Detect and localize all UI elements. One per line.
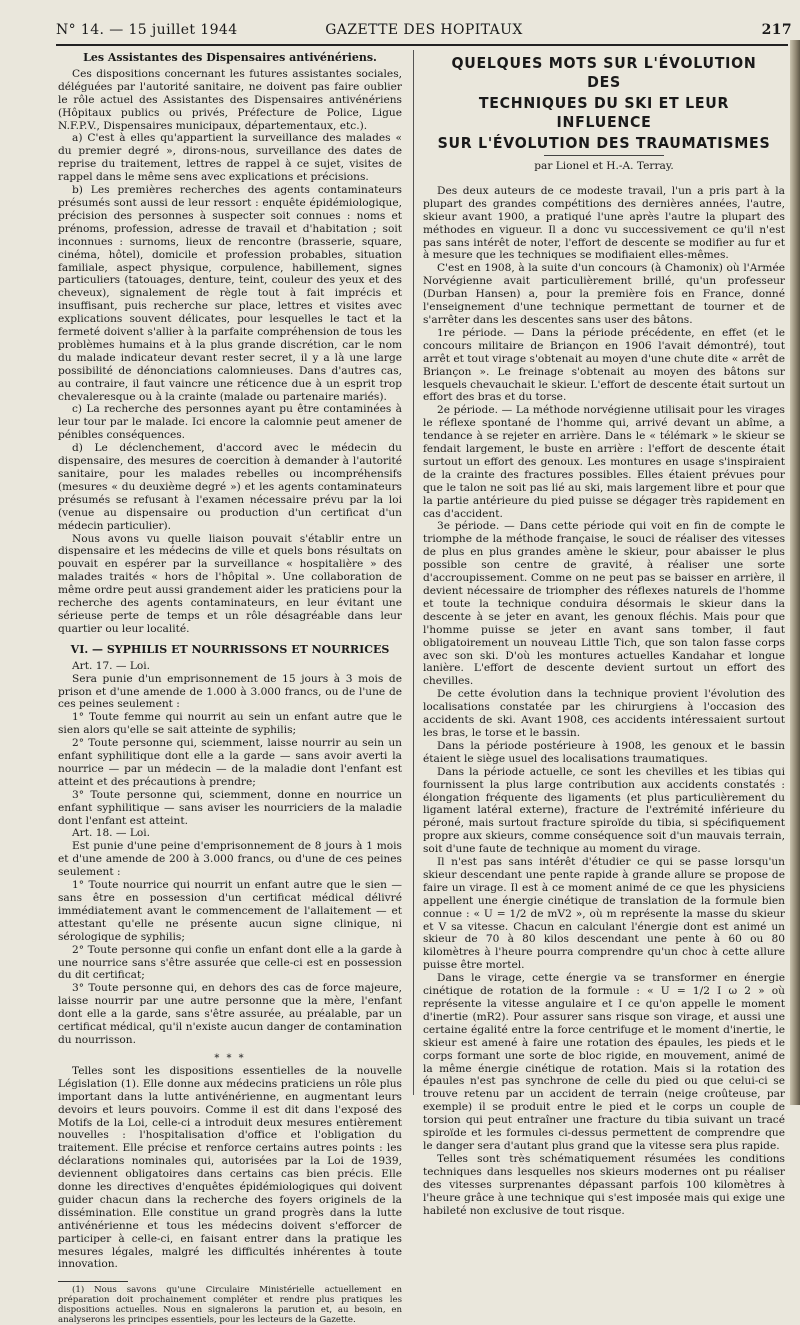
- article-text: Est punie d'une peine d'emprisonnement de 8 jours à 1 mois et d'une amende de 200 à 3.000 francs, ou d'une de ces peines seulement :: [58, 840, 402, 879]
- paragraph: Telles sont très schématiquement résumées les conditions techniques dans lesquelles nos skieurs modernes ont pu réaliser des vitesses surprenantes dépassant parfois 100 kilomètres à l'heure grâce à une technique qui s'est imposée mais qui exige une habileté non exclusive de tout risque.: [423, 1152, 785, 1217]
- article-title-line: SUR L'ÉVOLUTION DES TRAUMATISMES: [437, 134, 771, 152]
- footnote: (1) Nous savons qu'une Circulaire Ministérielle actuellement en préparation doit prochainement compléter et rendre plus pratiques les dispositions actuelles. Nous en signalerons la parution et, au besoin, en analyserons les principes essentiels, pour les lecteurs de la Gazette.: [58, 1285, 402, 1325]
- paragraph: De cette évolution dans la technique provient l'évolution des localisations constatée par les chirurgiens à l'occasion des accidents de ski. Avant 1908, ces accidents intéressaient surtout les bras, le torse et le bassin.: [423, 688, 785, 739]
- header-rule: [56, 44, 788, 46]
- paragraph: 1re période. — Dans la période précédente, en effet (et le concours militaire de Briançon en 1906 l'avait démontré), tout arrêt et tout virage s'obtenait au moyen d'une chute dite « arrêt de Briançon ». Le freinage s'obtenait au moyen des bâtons sur lesquels chevauchait le skieur. L'effort de descente était surtout un effort des bras et du torse.: [423, 326, 785, 404]
- article-text: 3° Toute personne qui, sciemment, donne en nourrice un enfant syphilitique — sans aviser les nourriciers de la maladie dont l'enfant est atteint.: [58, 788, 402, 827]
- article-text: 3° Toute personne qui, en dehors des cas de force majeure, laisse nourrir par une autre personne que la mère, l'enfant dont elle a la garde, sans s'être assurée, au préalable, par un certificat médical, qu'il n'existe aucun danger de contamination du nourrisson.: [58, 982, 402, 1046]
- column-divider: [413, 50, 414, 1095]
- running-header: [56, 20, 792, 40]
- article-text: 2° Toute personne qui confie un enfant dont elle a la garde à une nourrice sans s'être assurée que celle-ci est en possession du dit certificat;: [58, 943, 402, 982]
- article-text: 2° Toute personne qui, sciemment, laisse nourrir au sein un enfant syphilitique dont elle a la garde — sans avoir averti la nourrice — par un médecin — de la maladie dont l'enfant est atteint et des précautions à prendre;: [58, 737, 402, 788]
- article-heading: Art. 17. — Loi.: [72, 659, 151, 672]
- article-author: par Lionel et H.-A. Terray.: [534, 160, 674, 172]
- article-text: Sera punie d'un emprisonnement de 15 jours à 3 mois de prison et d'une amende de 1.000 à 3.000 francs, ou de l'une de ces peines seulement :: [58, 672, 402, 711]
- paragraph: b) Les premières recherches des agents contaminateurs présumés sont aussi de leur ressort : enquête épidémiologique, précision des personnes à suspecter soit connues : noms et prénoms, profession, adresse de travail et d'habitation ; soit inconnues : surnoms, lieux de rencontre (brasserie, square, cinéma, hôtel), domicile et profession probables, situation familiale, aspect physique, corpulence, habillement, signes particuliers (tatouages, denture, teint, couleur des yeux et des cheveux), signalement de règle tout à fait imprécis et insuffisant, puis recherche sur place, lettres et visites avec explications souvent délicates, pour lesquelles le tact et la fermeté doivent s'allier à la parfaite compréhension de tous les problèmes humains et à la plus grande discrétion, car le nom du malade indicateur devant rester secret, il y a là une large possibilité de dénonciations calomnieuses. Dans d'autres cas, au contraire, il faut vaincre une réticence due à un esprit trop chevaleresque ou à la crainte (malade ou partenaire mariés).: [58, 184, 402, 403]
- article-heading: Art. 18. — Loi.: [72, 827, 151, 840]
- paragraph: Nous avons vu quelle liaison pouvait s'établir entre un dispensaire et les médecins de ville et quels bons résultats on pouvait en espérer par la surveillance « hospitalière » des malades traités « hors de l'hôpital ». Une collaboration de même ordre peut aussi grandement aider les praticiens pour la recherche des agents contaminateurs, en leur évitant une sérieuse perte de temps et un rôle désagréable dans leur quartier ou leur localité.: [58, 532, 402, 635]
- section-title-syphilis: VI. — SYPHILIS ET NOURRISSONS ET NOURRICES: [70, 642, 390, 656]
- article-title-line: TECHNIQUES DU SKI ET LEUR INFLUENCE: [478, 94, 730, 131]
- left-column: [58, 51, 402, 1325]
- paragraph: Dans le virage, cette énergie va se transformer en énergie cinétique de rotation de la formule : « U = 1/2 I ω 2 » où représente la vitesse angulaire et I ce qu'on appelle le moment d'inertie (mR2). Pour assurer sans risque son virage, et aussi une certaine égalité entre la force centrifuge et le moment d'inertie, le skieur est amené à faire une rotation des épaules, les pieds et le corps formant une sorte de bloc rigide, en mouvement, animé de la même énergie cinétique de rotation. Mais si la rotation des épaules n'est pas synchrone de celle du pied ou que celui-ci se trouve retenu par un accident de terrain (neige croûteuse, par exemple) il se produit entre le pied et le corps un couple de torsion qui peut entraîner une fracture du tibia suivant un tracé spiroïde et les formules ci-dessus permettent de comprendre que le danger sera d'autant plus grand que la vitesse sera plus rapide.: [423, 972, 785, 1152]
- paragraph: Dans la période postérieure à 1908, les genoux et le bassin étaient le siège usuel des localisations traumatiques.: [423, 739, 785, 765]
- article-text: 1° Toute femme qui nourrit au sein un enfant autre que le sien alors qu'elle se sait atteinte de syphilis;: [58, 711, 402, 737]
- paragraph: Ces dispositions concernant les futures assistantes sociales, déléguées par l'autorité sanitaire, ne doivent pas faire oublier le rôle actuel des Assistantes des Dispensaires antivénériens (Hôpitaux publics ou privés, Préfecture de Police, Ligue N.F.P.V., Dispensaires municipaux, départementaux, etc.).: [58, 67, 402, 132]
- asterism: * * *: [214, 1052, 246, 1064]
- paragraph: Des deux auteurs de ce modeste travail, l'un a pris part à la plupart des grandes compétitions des dernières années, l'autre, skieur avant 1900, a pratiqué l'une après l'autre la plupart des méthodes en vigueur. Il a donc vu successivement ce qu'il n'est pas sans intérêt de noter, l'effort de descente se modifier au fur et à mesure que les techniques se modifiaient elles-mêmes.: [423, 184, 785, 262]
- paragraph: d) Le déclenchement, d'accord avec le médecin du dispensaire, des mesures de coercition à demander à l'autorité sanitaire, pour les malades rebelles ou incompréhensifs (mesures « du deuxième degré ») et les agents contaminateurs présumés se refusant à l'examen nécessaire prévu par la loi (venue au dispensaire ou production d'un certificat d'un médecin particulier).: [58, 442, 402, 532]
- right-column: [423, 52, 785, 1217]
- paragraph: C'est en 1908, à la suite d'un concours (à Chamonix) où l'Armée Norvégienne avait particulièrement brillé, qu'un professeur (Durban Hansen) a, pour la première fois en France, donné l'enseignement d'une technique permettant de tourner et de s'arrêter dans les descentes sans user des bâtons.: [423, 262, 785, 326]
- page-number: 217: [761, 22, 792, 38]
- article-text: 1° Toute nourrice qui nourrit un enfant autre que le sien — sans être en possession d'un certificat médical délivré immédiatement avant le commencement de l'allaitement — et attestant qu'elle ne présente aucun signe clinique, ni sérologique de syphilis;: [58, 879, 402, 943]
- paragraph: Dans la période actuelle, ce sont les chevilles et les tibias qui fournissent la plus large contribution aux accidents constatés : élongation fréquente des ligaments (et plus particulièrement du ligament latéral externe), fracture de l'extrémité inférieure du péroné, mais surtout fracture spiroïde du tibia, si spécifiquement propre aux skieurs, comme conséquence soit d'un mauvais terrain, soit d'une faute de technique au moment du virage.: [423, 765, 785, 856]
- article-title-line: QUELQUES MOTS SUR L'ÉVOLUTION DES: [451, 54, 757, 91]
- section-title-assistantes: Les Assistantes des Dispensaires antivénériens.: [83, 51, 377, 64]
- paragraph: 2e période. — La méthode norvégienne utilisait pour les virages le réflexe spontané de l'homme qui, arrivé devant un abîme, a tendance à se rejeter en arrière. Dans le « télémark » le skieur se fendait largement, le buste en arrière : l'effort de descente était surtout un effort des genoux. Les montures en usage s'inspiraient de la crainte des fractures possibles. Elles étaient prévues pour que le talon ne soit pas lié au ski, mais largement libre et pour que la partie antérieure du pied puisse se dégager très rapidement en cas d'accident.: [423, 404, 785, 520]
- paragraph: Il n'est pas sans intérêt d'étudier ce qui se passe lorsqu'un skieur descendant une pente rapide à grande allure se propose de faire un virage. Il est à ce moment animé de ce que les physiciens appellent une énergie cinétique de translation de la formule bien connue : « U = 1/2 de mV2 », où m représente la masse du skieur et V sa vitesse. Chacun en calculant l'énergie dont est animé un skieur de 70 à 80 kilos descendant une pente à 60 ou 80 kilomètres à l'heure pourra comprendre qu'un choc à cette allure puisse être mortel.: [423, 856, 785, 972]
- issue-number: N° 14. — 15 juillet 1944: [56, 22, 238, 38]
- footnote-rule: [58, 1281, 128, 1282]
- closing-paragraph: Telles sont les dispositions essentielles de la nouvelle Législation (1). Elle donne aux médecins praticiens un rôle plus important dans la lutte antivénérienne, en augmentant leurs devoirs et leurs pouvoirs. Comme il est dit dans l'exposé des Motifs de la Loi, celle-ci a introduit deux mesures entièrement nouvelles : l'hospitalisation d'office et l'obligation du traitement. Elle précise et renforce certains autres points : les déclarations nominales qui, autorisées par la Loi de 1939, deviennent obligatoires dans certains cas bien précis. Elle donne les directives d'enquêtes épidémiologiques qui doivent guider chacun dans la recherche des foyers originels de la dissémination. Elle constitue un grand progrès dans la lutte antivénérienne et tous les médecins doivent s'efforcer de participer à celle-ci, en faisant entrer dans la pratique les mesures légales, malgré les difficultés inhérentes à toute innovation.: [58, 1064, 402, 1271]
- paragraph: a) C'est à elles qu'appartient la surveillance des malades « du premier degré », dirons-nous, surveillance des dates de reprise du traitement, lettres de rappel à ce sujet, visites de rappel dans le même sens avec explications et précisions.: [58, 132, 402, 184]
- title-rule: [544, 155, 664, 156]
- paragraph: 3e période. — Dans cette période qui voit en fin de compte le triomphe de la méthode française, le souci de réaliser des vitesses de plus en plus grandes amène le skieur, pour abaisser le plus possible son centre de gravité, à réaliser une sorte d'accroupissement. Comme on ne peut pas se baisser en arrière, il devient nécessaire de triompher des réflexes naturels de l'homme et toute la technique conduira désormais le skieur dans la descente à se jeter en avant, les genoux fléchis. Mais pour que l'homme puisse se jeter en avant sans tomber, il faut obligatoirement un nouveau Little Tich, que son talon fasse corps avec son ski. D'où les montures actuelles Kandahar et longue lanière. L'effort de descente devient surtout un effort des chevilles.: [423, 520, 785, 688]
- journal-name: GAZETTE DES HOPITAUX: [325, 22, 523, 38]
- page-edge-shadow: [790, 40, 800, 1105]
- paragraph: c) La recherche des personnes ayant pu être contaminées à leur tour par le malade. Ici encore la calomnie peut amener de pénibles conséquences.: [58, 403, 402, 442]
